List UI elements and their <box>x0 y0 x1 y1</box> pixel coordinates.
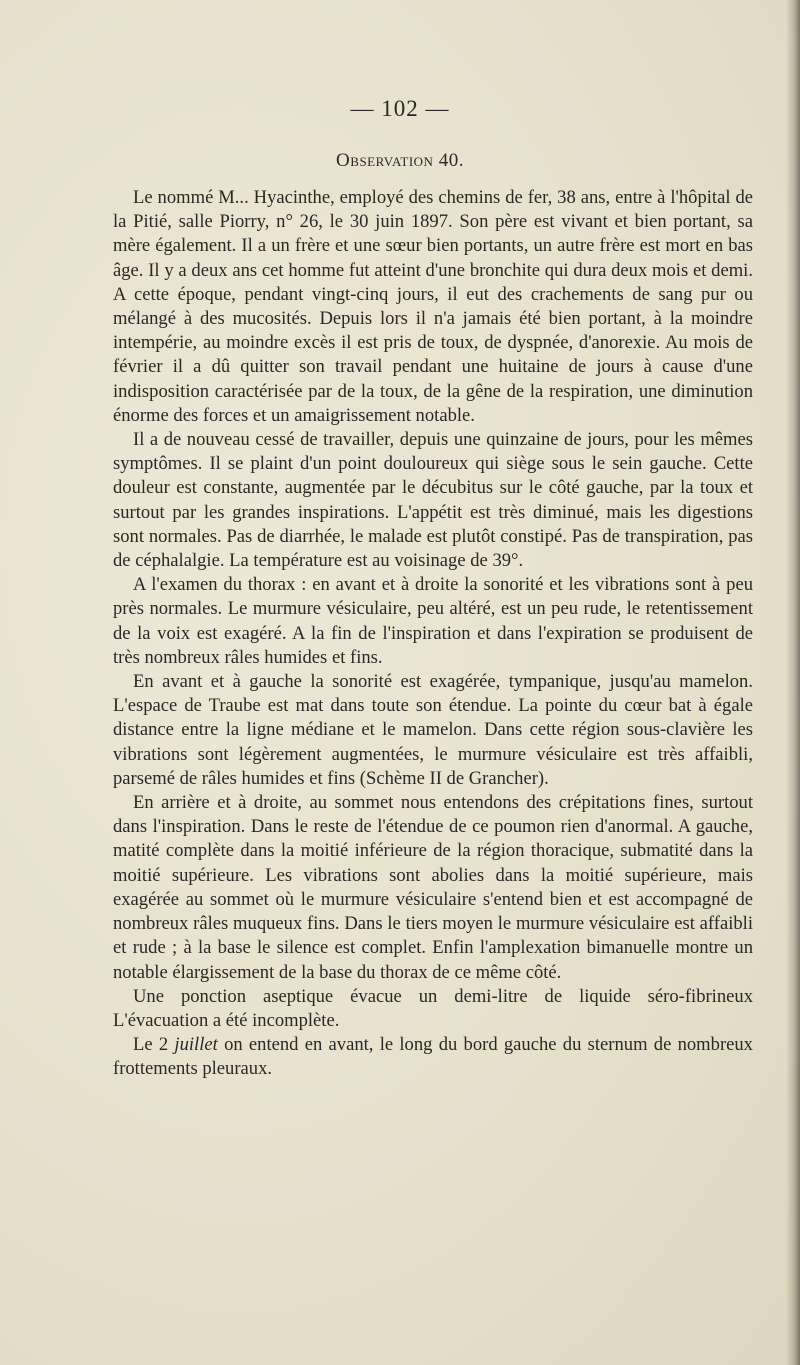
paragraph-7-suffix: on entend en avant, le long du bord gauche du sternum de nombreux frottements pleuraux. <box>113 1034 753 1080</box>
body-text <box>113 186 753 1082</box>
paragraph-6: Une ponction aseptique évacue un demi-litre de liquide séro-fibrineux L'évacuation a été incomplète. <box>113 985 753 1031</box>
paragraph-4: En avant et à gauche la sonorité est exagérée, tympanique, jusqu'au mamelon. L'espace de Traube est mat dans toute son étendue. La pointe du cœur bat à égale distance entre la ligne médiane et le mamelon. Dans cette région sous-clavière les vibrations sont légèrement augmentées, le murmure vésiculaire est très affaibli, parsemé de râles humides et fins (Schème II de Grancher). <box>113 671 753 789</box>
page-edge-shadow <box>786 0 800 1365</box>
page-number: — 102 — <box>350 96 450 121</box>
paragraph-5: En arrière et à droite, au sommet nous entendons des crépitations fines, surtout dans l'inspiration. Dans le reste de l'étendue de ce poumon rien d'anormal. A gauche, matité complète dans la moitié inférieure de la région thoracique, submatité dans la moitié supérieure. Les vibrations sont abolies dans la moitié supérieure, mais exagérée au sommet où le murmure vésiculaire s'entend bien et est accompagné de nombreux râles muqueux fins. Dans le tiers moyen le murmure vésiculaire est affaibli et rude ; à la base le silence est complet. Enfin l'amplexation bimanuelle montre un notable élargissement de la base du thorax de ce même côté. <box>113 792 753 983</box>
paragraph-1: Le nommé M... Hyacinthe, employé des chemins de fer, 38 ans, entre à l'hôpital de la Pitié, salle Piorry, n° 26, le 30 juin 1897. Son père est vivant et bien portant, sa mère également. Il a un frère et une sœur bien portants, un autre frère est mort en bas âge. Il y a deux ans cet homme fut atteint d'une bronchite qui dura deux mois et demi. A cette époque, pendant vingt-cinq jours, il eut des crachements de sang pur ou mélangé à des mucosités. Depuis lors il n'a jamais été bien portant, à la moindre intempérie, au moindre excès il est pris de toux, de dyspnée, d'anorexie. Au mois de février il a dû quitter son travail pendant une huitaine de jours à cause d'une indisposition caractérisée par de la toux, de la gêne de la respiration, une diminution énorme des forces et un amaigrissement notable. <box>113 187 753 426</box>
paragraph-7-italic-date: juillet <box>174 1034 218 1056</box>
paragraph-7-prefix: Le 2 <box>133 1034 175 1056</box>
paragraph-2: Il a de nouveau cessé de travailler, depuis une quinzaine de jours, pour les mêmes symptômes. Il se plaint d'un point douloureux qui siège sous le sein gauche. Cette douleur est constante, augmentée par le décubitus sur le côté gauche, par la toux et surtout par les grandes inspirations. L'appétit est très diminué, mais les digestions sont normales. Pas de diarrhée, le malade est plutôt constipé. Pas de transpiration, pas de céphalalgie. La température est au voisinage de 39°. <box>113 429 753 572</box>
observation-heading: Observation 40. <box>336 150 464 171</box>
paragraph-7 <box>113 1033 753 1081</box>
paragraph-3: A l'examen du thorax : en avant et à droite la sonorité et les vibrations sont à peu près normales. Le murmure vésiculaire, peu altéré, est un peu rude, le retentissement de la voix est exagéré. A la fin de l'inspiration et dans l'expiration se produisent de très nombreux râles humides et fins. <box>113 574 753 668</box>
